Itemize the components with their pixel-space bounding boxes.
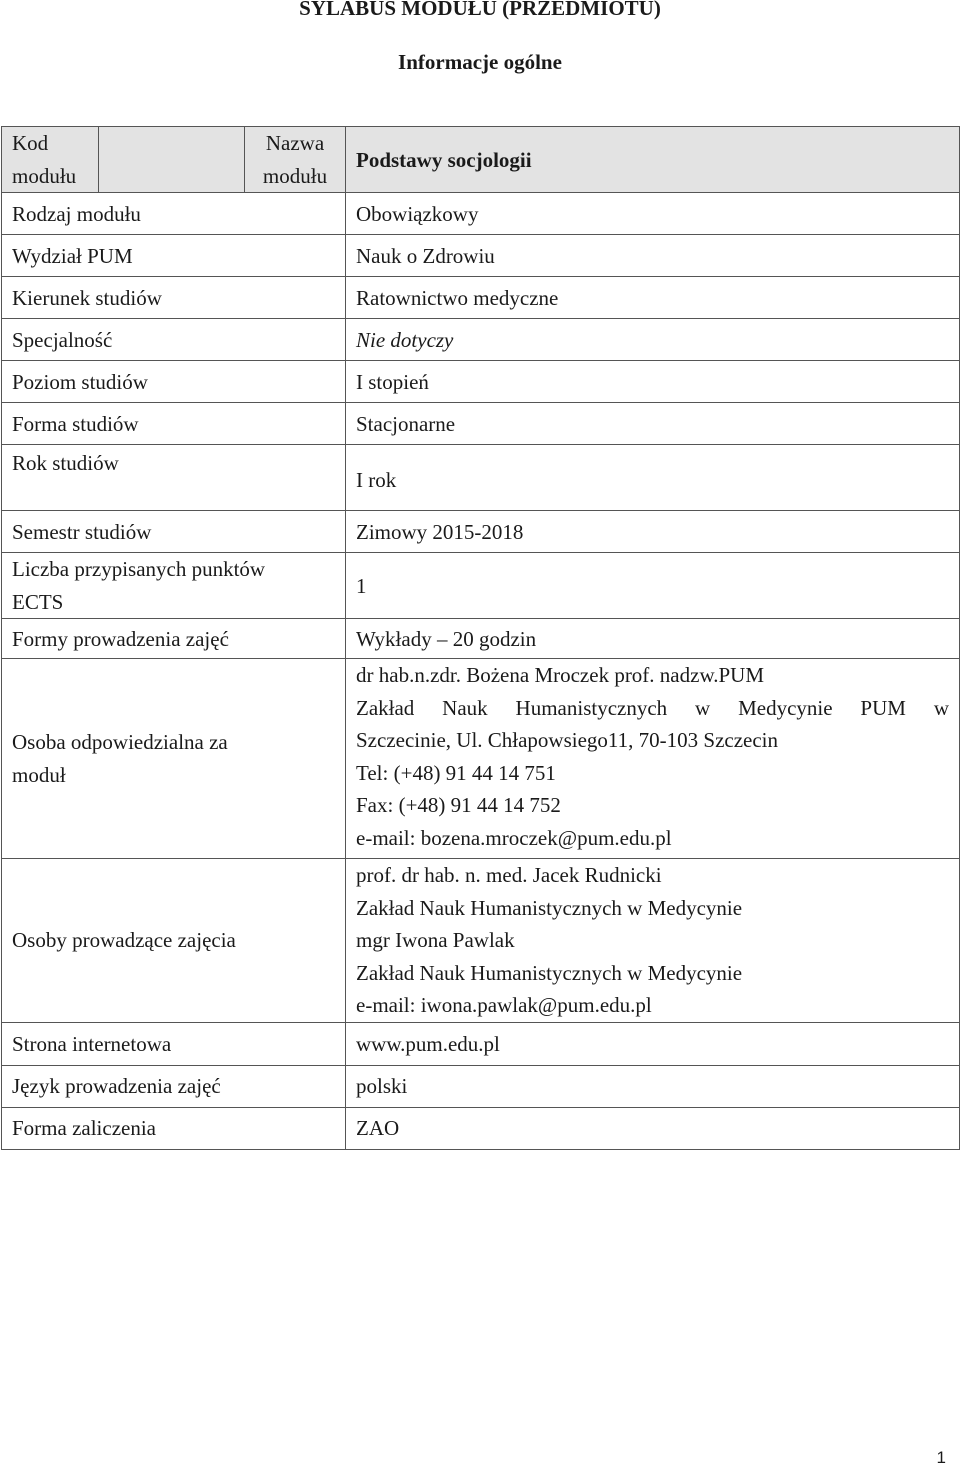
document-subtitle: Informacje ogólne: [398, 50, 562, 74]
semestr-value: Zimowy 2015-2018: [346, 511, 960, 553]
osoby-prowadzace-value: [346, 859, 960, 1023]
osoba-line-tel: Tel: (+48) 91 44 14 751: [356, 760, 556, 785]
osoba-odpowiedzialna-label: Osoba odpowiedzialna za moduł: [2, 659, 346, 859]
poziom-label: Poziom studiów: [2, 361, 346, 403]
specjalnosc-value: Nie dotyczy: [346, 319, 960, 361]
rok-value: I rok: [346, 445, 960, 511]
row-wydzial: [2, 235, 960, 277]
rodzaj-modulu-value: Obowiązkowy: [346, 193, 960, 235]
osoba-line-address: Szczecinie, Ul. Chłapowsiego11, 70-103 Szczecin: [356, 728, 779, 752]
row-semestr: [2, 511, 960, 553]
kod-modulu-label: Kod modułu: [2, 127, 99, 193]
osoba-line-fax: Fax: (+48) 91 44 14 752: [356, 793, 561, 817]
row-jezyk: [2, 1065, 960, 1107]
osoba-line-email: e-mail: bozena.mroczek@pum.edu.pl: [356, 825, 672, 850]
osoby-line-4: Zakład Nauk Humanistycznych w Medycynie: [356, 960, 743, 985]
semestr-label: Semestr studiów: [2, 511, 346, 553]
rodzaj-modulu-label: Rodzaj modułu: [2, 193, 346, 235]
row-rodzaj: [2, 193, 960, 235]
osoby-line-2: Zakład Nauk Humanistycznych w Medycynie: [356, 895, 743, 920]
row-strona: [2, 1022, 960, 1065]
row-kod-nazwa: [2, 127, 960, 193]
wydzial-value: Nauk o Zdrowiu: [346, 235, 960, 277]
formy-label: Formy prowadzenia zajęć: [2, 619, 346, 659]
strona-internetowa-value[interactable]: www.pum.edu.pl: [346, 1022, 960, 1065]
osoby-line-3: mgr Iwona Pawlak: [356, 928, 515, 952]
osoba-odpowiedzialna-value: [346, 659, 960, 859]
nazwa-modulu-value: Podstawy socjologii: [346, 127, 960, 193]
syllabus-table: [1, 126, 960, 1150]
osoba-line-name: dr hab.n.zdr. Bożena Mroczek prof. nadzw.PUM: [356, 663, 765, 687]
wydzial-label: Wydział PUM: [2, 235, 346, 277]
row-rok: [2, 445, 960, 511]
osoby-prowadzace-label: Osoby prowadzące zajęcia: [2, 859, 346, 1023]
row-specjalnosc: [2, 319, 960, 361]
row-forma-studiow: [2, 403, 960, 445]
osoby-line-1: prof. dr hab. n. med. Jacek Rudnicki: [356, 863, 662, 887]
row-formy: [2, 619, 960, 659]
page-number: 1: [936, 1448, 946, 1467]
forma-zaliczenia-label: Forma zaliczenia: [2, 1107, 346, 1149]
forma-studiow-label: Forma studiów: [2, 403, 346, 445]
strona-internetowa-label: Strona internetowa: [2, 1022, 346, 1065]
forma-studiow-value: Stacjonarne: [346, 403, 960, 445]
osoba-line-department: Zakład Nauk Humanistycznych w Medycynie PUM w: [356, 695, 949, 720]
row-osoba-odpowiedzialna: [2, 659, 960, 859]
jezyk-value: polski: [346, 1065, 960, 1107]
osoby-line-5: e-mail: iwona.pawlak@pum.edu.pl: [356, 993, 652, 1017]
ects-label: Liczba przypisanych punktów ECTS: [2, 553, 346, 619]
row-zaliczenie: [2, 1107, 960, 1149]
kod-modulu-value: [99, 127, 245, 193]
formy-value: Wykłady – 20 godzin: [346, 619, 960, 659]
document-title: SYLABUS MODUŁU (PRZEDMIOTU): [299, 0, 661, 20]
row-kierunek: [2, 277, 960, 319]
rok-label: Rok studiów: [2, 445, 346, 511]
forma-zaliczenia-value: ZAO: [346, 1107, 960, 1149]
kierunek-label: Kierunek studiów: [2, 277, 346, 319]
jezyk-label: Język prowadzenia zajęć: [2, 1065, 346, 1107]
kierunek-value: Ratownictwo medyczne: [346, 277, 960, 319]
row-poziom: [2, 361, 960, 403]
nazwa-modulu-label: Nazwa modułu: [245, 127, 346, 193]
row-ects: [2, 553, 960, 619]
row-osoby-prowadzace: [2, 859, 960, 1023]
ects-value: 1: [346, 553, 960, 619]
poziom-value: I stopień: [346, 361, 960, 403]
specjalnosc-label: Specjalność: [2, 319, 346, 361]
